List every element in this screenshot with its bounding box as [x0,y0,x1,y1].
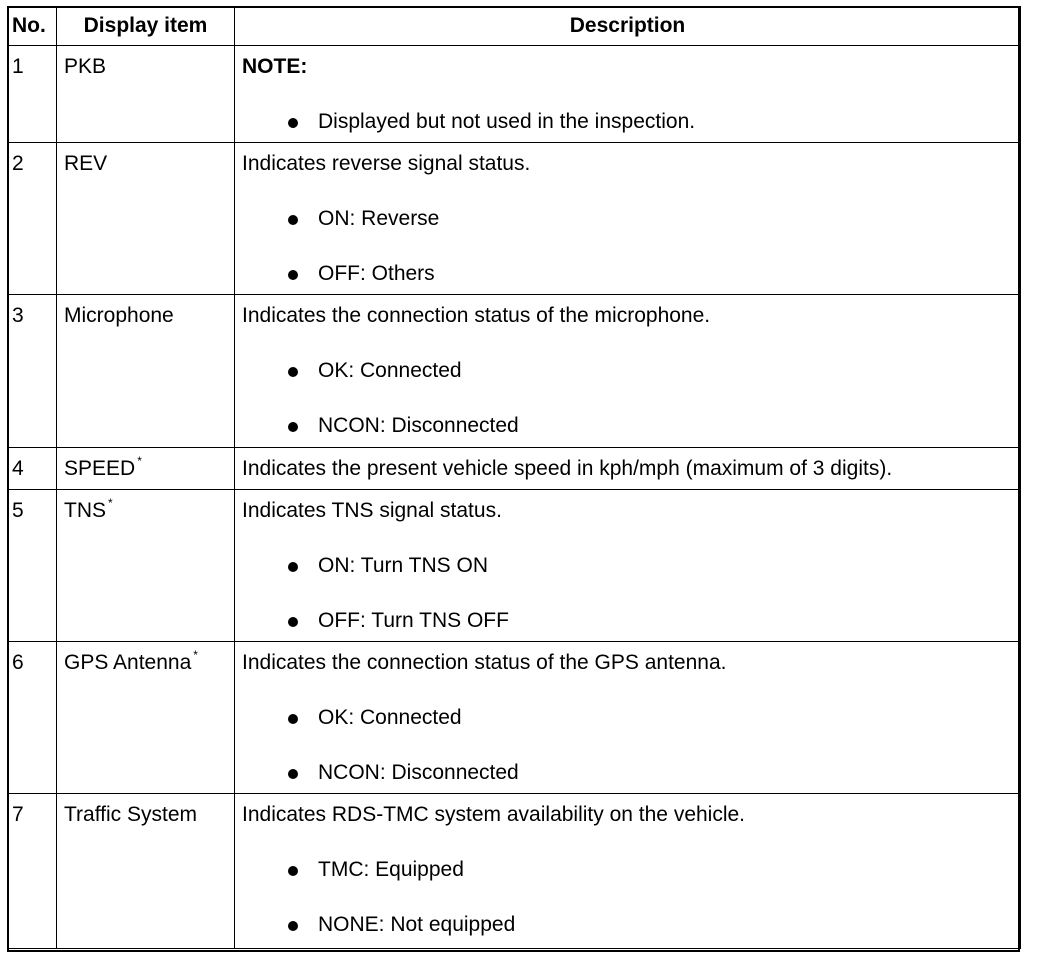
row-number: 4 [8,448,57,490]
footnote-marker: * [108,496,113,510]
bullet-text: ON: Turn TNS ON [318,554,488,577]
bullet-text: NONE: Not equipped [318,913,516,936]
row-number: 3 [8,295,57,448]
description-text: Indicates TNS signal status. [242,499,502,522]
description-text: Indicates the connection status of the microphone. [242,304,711,327]
bullet-text: OFF: Others [318,262,435,285]
bullet-text: Displayed but not used in the inspection. [318,110,696,133]
row-number: 5 [8,490,57,642]
bullet-text: OFF: Turn TNS OFF [318,609,509,632]
display-item-label: REV [64,152,108,175]
display-item-label: PKB [64,55,107,78]
footnote-marker: * [193,648,198,662]
row-number: 2 [8,143,57,295]
footnote-marker: * [137,454,142,468]
display-item-label: SPEED [64,457,136,480]
row-number: 1 [8,46,57,143]
display-item-label: Microphone [64,304,174,327]
description-text: Indicates the present vehicle speed in kph/mph (maximum of 3 digits). [242,457,893,480]
row-number: 6 [8,642,57,794]
header-no: No. [8,7,57,46]
row-number: 7 [8,794,57,949]
bullet-text: TMC: Equipped [318,858,464,881]
description-text: Indicates the connection status of the GPS antenna. [242,651,727,674]
bullet-text: NCON: Disconnected [318,761,519,784]
note-label: NOTE: [242,55,308,78]
display-item-label: GPS Antenna [64,651,192,674]
header-display-item: Display item [57,7,235,46]
description-text: Indicates reverse signal status. [242,152,531,175]
bullet-text: NCON: Disconnected [318,414,519,437]
display-item-label: Traffic System [64,803,198,826]
bullet-text: OK: Connected [318,359,462,382]
header-description: Description [235,7,1021,46]
display-item-label: TNS [64,499,106,522]
table-outer-border [7,6,1020,952]
bullet-text: OK: Connected [318,706,462,729]
bullet-text: ON: Reverse [318,207,440,230]
description-text: Indicates RDS-TMC system availability on the vehicle. [242,803,746,826]
